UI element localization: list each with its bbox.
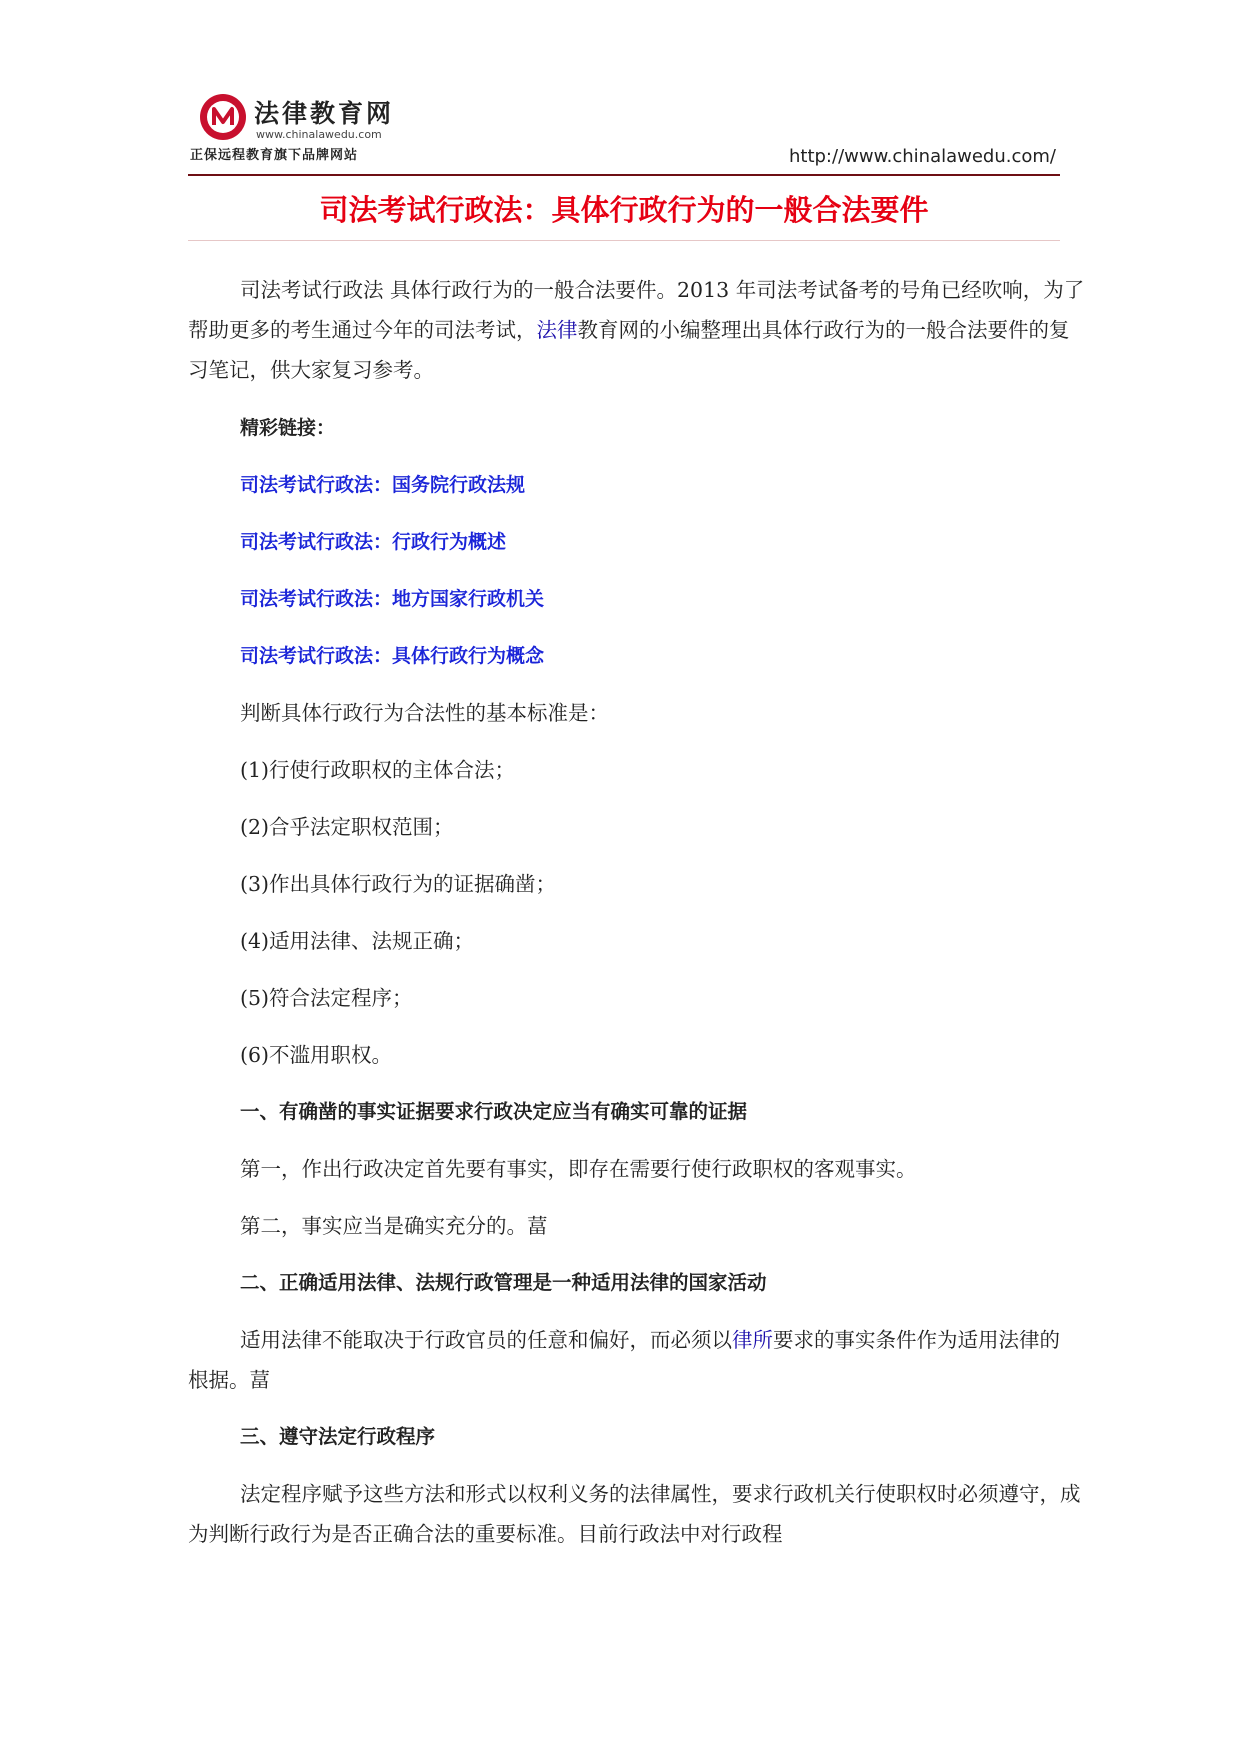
related-link-4[interactable]: 司法考试行政法：具体行政行为概念	[240, 645, 545, 667]
related-link-2[interactable]: 司法考试行政法：行政行为概述	[240, 531, 507, 553]
related-link-1[interactable]: 司法考试行政法：国务院行政法规	[240, 474, 526, 496]
logo-slogan: 正保远程教育旗下品牌网站	[190, 148, 359, 163]
logo-name: 法律教育网	[254, 99, 395, 128]
intro-text-1: 司法考试行政法 具体行政行为的一般合法要件。2013 年司法考试备考的号角已经吹响，为了帮助更多的考生通过今年的司法考试，	[188, 278, 1085, 342]
criteria-item: (5)符合法定程序；	[240, 986, 413, 1010]
criteria-item: (3)作出具体行政行为的证据确凿；	[240, 872, 557, 896]
intro-paragraph	[188, 270, 1088, 390]
section-1-point-1: 第一，作出行政决定首先要有事实，即存在需要行使行政职权的客观事实。	[240, 1157, 917, 1181]
intro-text-2: 教育网的小编整理出具体行政行为的一般合法要件的复习笔记，供大家复习参考。	[188, 318, 1070, 382]
site-url-link[interactable]: http://www.chinalawedu.com/	[788, 146, 1056, 167]
section-2-text-1: 适用法律不能取决于行政官员的任意和偏好，而必须以	[240, 1328, 732, 1352]
criteria-item: (1)行使行政职权的主体合法；	[240, 758, 516, 782]
page-title: 司法考试行政法：具体行政行为的一般合法要件	[319, 193, 929, 227]
document-header	[188, 88, 1060, 178]
related-link-3[interactable]: 司法考试行政法：地方国家行政机关	[240, 588, 545, 610]
article-body	[188, 270, 1088, 1554]
links-heading: 精彩链接：	[240, 417, 336, 439]
section-2-text-2: 要求的事实条件作为适用法律的根据。葍	[188, 1328, 1060, 1392]
section-2-heading: 二、正确适用法律、法规行政管理是一种适用法律的国家活动	[240, 1271, 767, 1294]
criteria-intro: 判断具体行政行为合法性的基本标准是：	[240, 701, 609, 725]
logo-url: www.chinalawedu.com	[256, 128, 382, 141]
section-2-paragraph	[188, 1320, 1060, 1400]
logo-icon	[198, 92, 248, 142]
criteria-item: (6)不滥用职权。	[240, 1043, 393, 1067]
intro-inline-link[interactable]: 法律	[536, 318, 578, 342]
section-1-heading: 一、有确凿的事实证据要求行政决定应当有确实可靠的证据	[240, 1100, 748, 1123]
section-2-inline-link[interactable]: 律所	[732, 1328, 773, 1352]
section-3-paragraph: 法定程序赋予这些方法和形式以权利义务的法律属性，要求行政机关行使职权时必须遵守，成为判断行政行为是否正确合法的重要标准。目前行政法中对行政程	[188, 1482, 1081, 1546]
title-divider	[188, 240, 1060, 241]
section-3-heading: 三、遵守法定行政程序	[240, 1425, 436, 1448]
section-1-point-2: 第二，事实应当是确实充分的。葍	[240, 1214, 548, 1238]
criteria-item: (4)适用法律、法规正确；	[240, 929, 475, 953]
header-divider	[188, 174, 1060, 176]
criteria-item: (2)合乎法定职权范围；	[240, 815, 454, 839]
